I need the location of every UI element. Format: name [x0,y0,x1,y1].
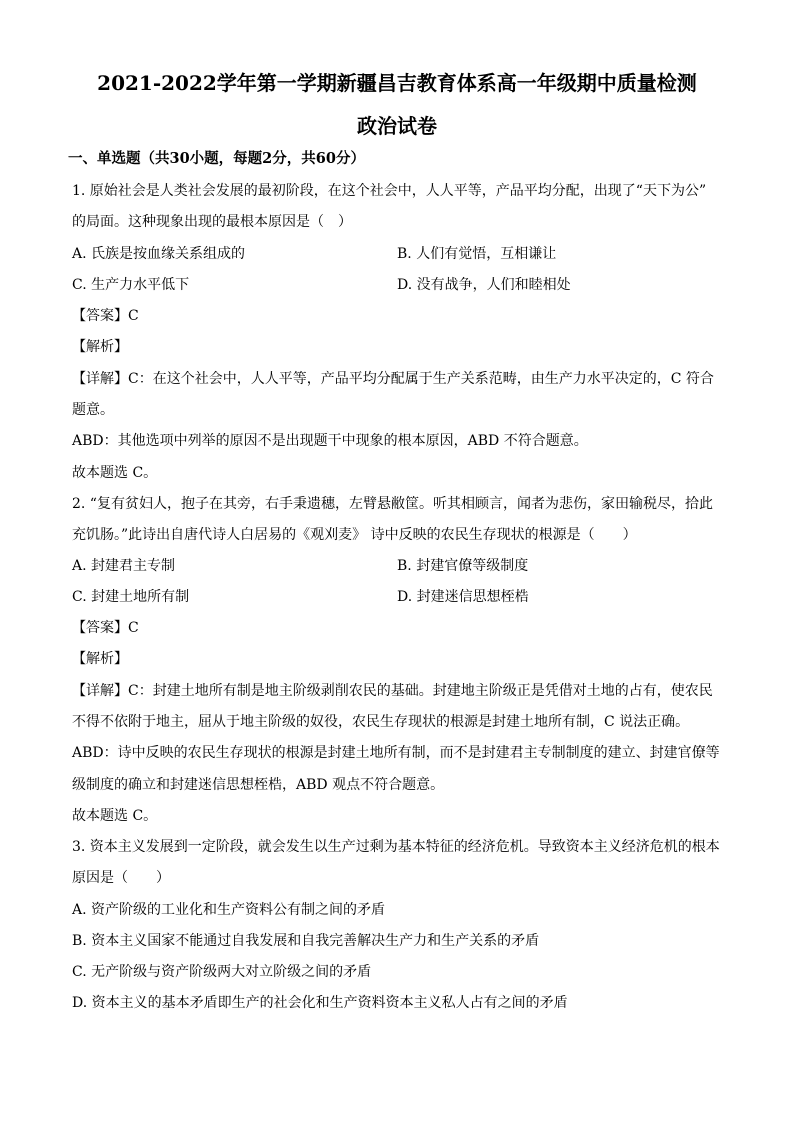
exam-subtitle: 政治试卷 [357,114,437,138]
q3-stem-line1: 3. 资本主义发展到一定阶段，就会发生以生产过剩为基本特征的经济危机。导致资本主义经济危机的根本 [72,839,720,855]
q3-option-b: B. 资本主义国家不能通过自我发展和自我完善解决生产力和生产关系的矛盾 [72,933,540,949]
q3-stem-line2: 原因是（ ） [72,870,170,886]
exam-title: 2021-2022学年第一学期新疆昌吉教育体系高一年级期中质量检测 [97,71,697,95]
q1-detail-line2: 题意。 [72,402,114,418]
q3-option-d: D. 资本主义的基本矛盾即生产的社会化和生产资料资本主义私人占有之间的矛盾 [72,995,568,1011]
q3-option-a: A. 资产阶级的工业化和生产资料公有制之间的矛盾 [72,902,386,918]
q1-option-c: C. 生产力水平低下 [72,277,190,293]
q1-stem-line2: 的局面。这种现象出现的最根本原因是（ ） [72,214,352,230]
q2-stem-line1: 2. “复有贫妇人，抱子在其旁，右手秉遗穗，左臂悬敝筐。听其相顾言，闻者为悲伤，家田输税尽，拾此 [72,496,713,512]
q2-conclusion: 故本题选 C。 [72,808,158,824]
q2-detail-line2: 不得不依附于地主，屈从于地主阶级的奴役，农民生存现状的根源是封建土地所有制，C 说法正确。 [72,714,690,730]
q1-option-d: D. 没有战争，人们和睦相处 [397,277,571,293]
q1-answer: 【答案】C [72,308,139,324]
q2-option-c: C. 封建土地所有制 [72,589,190,605]
section-heading: 一、单选题（共30小题，每题2分，共60分） [68,150,365,167]
q2-answer: 【答案】C [72,620,139,636]
q2-option-b: B. 封建官僚等级制度 [397,558,529,574]
q1-analysis-label: 【解析】 [72,339,128,355]
q1-detail-line3: ABD：其他选项中列举的原因不是出现题干中现象的根本原因，ABD 不符合题意。 [72,433,588,449]
q2-detail-line3: ABD：诗中反映的农民生存现状的根源是封建土地所有制，而不是封建君主专制制度的建立、封建官僚等 [72,745,720,761]
q2-analysis-label: 【解析】 [72,651,128,667]
q1-option-a: A. 氏族是按血缘关系组成的 [72,246,246,262]
q2-option-a: A. 封建君主专制 [72,558,176,574]
q1-option-b: B. 人们有觉悟，互相谦让 [397,246,557,262]
q3-option-c: C. 无产阶级与资产阶级两大对立阶级之间的矛盾 [72,964,372,980]
q1-detail-line1: 【详解】C：在这个社会中，人人平等，产品平均分配属于生产关系范畴，由生产力水平决定的，C 符合 [72,371,714,387]
q2-detail-line4: 级制度的确立和封建迷信思想桎梏，ABD 观点不符合题意。 [72,777,445,793]
q2-stem-line2: 充饥肠。”此诗出自唐代诗人白居易的《观刈麦》 诗中反映的农民生存现状的根源是（ ） [72,527,637,543]
q1-conclusion: 故本题选 C。 [72,465,158,481]
q2-option-d: D. 封建迷信思想桎梏 [397,589,529,605]
q2-detail-line1: 【详解】C：封建土地所有制是地主阶级剥削农民的基础。封建地主阶级正是凭借对土地的占有，使农民 [72,683,713,699]
q1-stem-line1: 1. 原始社会是人类社会发展的最初阶段，在这个社会中，人人平等，产品平均分配，出现了“天下为公” [72,183,707,199]
